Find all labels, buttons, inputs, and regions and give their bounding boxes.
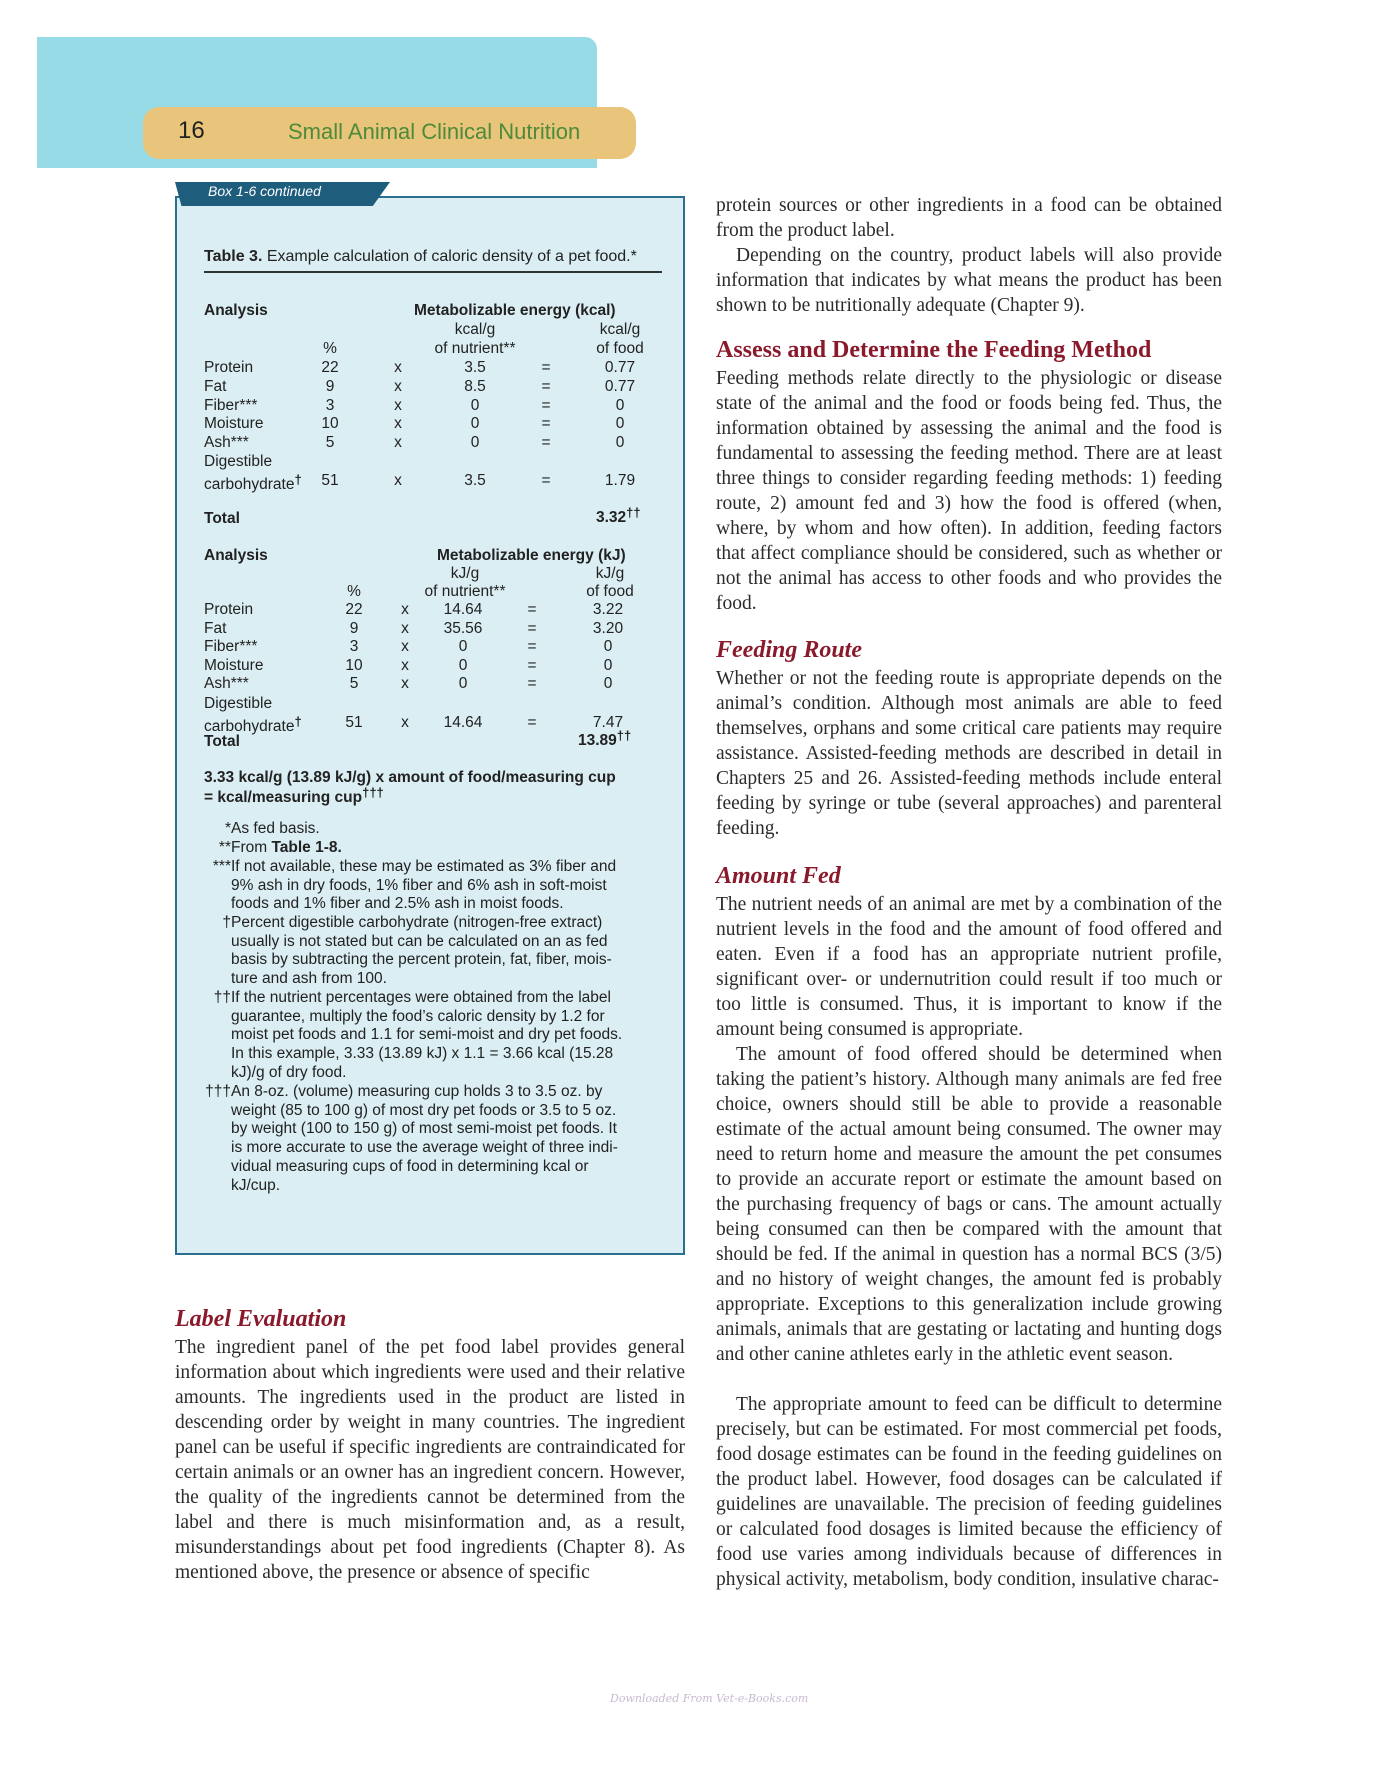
kcal-unit-nutrient-2: of nutrient** [434, 340, 516, 357]
footnote-6-mark: ††† [205, 1083, 231, 1100]
kj-carb-eq: = [527, 714, 537, 731]
kj-row-x: x [401, 601, 409, 618]
kcal-row-x: x [394, 396, 402, 414]
kcal-row-x: x [394, 415, 402, 433]
kj-row-eq: = [527, 638, 537, 656]
kj-total-number: 13.89 [578, 732, 617, 749]
kj-total-label: Total [204, 733, 240, 750]
kcal-me-heading: Metabolizable energy (kcal) [414, 302, 616, 319]
kj-carb-dagger: † [294, 714, 302, 729]
kj-row-x: x [401, 638, 409, 656]
footnote-line: by weight (100 to 150 g) of most semi-moist pet foods. It [231, 1120, 617, 1138]
footnote-line: kJ/cup. [231, 1176, 281, 1194]
heading-label-evaluation: Label Evaluation [175, 1306, 347, 1332]
kj-row-result: 0 [603, 638, 613, 656]
paragraph-feeding-route: Whether or not the feeding route is appropriate depends on the animal’s condition. Although most animals are able to feed themselves, orphans and some critical care patients may require assistance. Assisted-feeding methods are described in detail in Chapters 25 and 26. Assisted-feeding methods include enteral feeding by syringe or tube (several approaches) and parenteral feeding. [716, 668, 1222, 839]
formula-line-1: 3.33 kcal/g (13.89 kJ/g) x amount of food/measuring cup [204, 769, 616, 786]
paragraph-product-label: protein sources or other ingredients in a food can be obtained from the product label. [716, 195, 1222, 241]
footnote-2-text [231, 839, 342, 858]
kj-row-pct: 3 [349, 638, 359, 656]
kj-row-factor: 35.56 [443, 619, 483, 637]
kj-carb-label [204, 715, 302, 735]
kcal-row-eq: = [541, 359, 551, 376]
footnote-line: An 8-oz. (volume) measuring cup holds 3 to 3.5 oz. by [231, 1083, 603, 1100]
kj-unit-nutrient-2: of nutrient** [424, 583, 506, 600]
footnote-5-mark: †† [213, 989, 231, 1006]
kcal-row-result: 0 [615, 396, 625, 414]
formula-line-2-text: = kcal/measuring cup [204, 789, 363, 806]
kcal-row-pct: 9 [325, 377, 335, 395]
footnote-line: ture and ash from 100. [231, 970, 387, 988]
kcal-unit-nutrient-1: kcal/g [454, 321, 496, 338]
footnote-line: weight (85 to 100 g) of most dry pet foods or 3.5 to 5 oz. [231, 1101, 617, 1119]
kcal-carb-label [204, 473, 302, 493]
kcal-pct-heading: % [323, 340, 337, 357]
kj-unit-food-2: of food [586, 583, 634, 600]
heading-feeding-method: Assess and Determine the Feeding Method [716, 337, 1152, 363]
footnote-line: kJ)/g of dry food. [231, 1063, 347, 1081]
box-tab-label: Box 1-6 continued [208, 183, 321, 199]
kcal-carb-factor: 3.5 [464, 472, 486, 489]
kj-row-x: x [401, 675, 409, 693]
footnote-line: moist pet foods and 1.1 for semi-moist and dry pet foods. [231, 1026, 623, 1044]
kj-row-factor: 0 [458, 638, 468, 656]
paragraph-amount-fed-1: The nutrient needs of an animal are met by a combination of the nutrient levels in the food and the amount of food offered and eaten. Even if a food has an appropriate nutrient profile, significant over- or undernutrition could result if too much or too little is consumed. Thus, it is important to know if the amount being consumed is appropriate. [716, 894, 1222, 1040]
kcal-row-x: x [394, 434, 402, 452]
footnote-3-mark: *** [212, 858, 231, 875]
kcal-row-eq: = [541, 377, 551, 395]
kcal-row-pct: 3 [325, 396, 335, 414]
footnote-2-mark: ** [218, 839, 231, 856]
kj-row-x: x [401, 656, 409, 674]
kcal-row-eq: = [541, 434, 551, 452]
footnote-line: guarantee, multiply the food’s caloric density by 1.2 for [231, 1007, 605, 1025]
kcal-row-factor: 8.5 [464, 377, 486, 395]
kcal-analysis-heading: Analysis [204, 302, 268, 319]
footnote-line: vidual measuring cups of food in determining kcal or [231, 1157, 589, 1175]
kj-carb-factor: 14.64 [443, 714, 483, 731]
kcal-row-name: Protein [204, 359, 254, 376]
kcal-row-x: x [394, 377, 402, 395]
kcal-carb-x: x [394, 472, 402, 489]
footnote-2-pre: From [231, 839, 272, 856]
kcal-carb-name: carbohydrate [204, 476, 295, 493]
kcal-total-daggers: †† [626, 505, 641, 520]
kj-carb-pct: 51 [345, 714, 363, 731]
kj-total-value [578, 729, 631, 749]
footnote-line: Percent digestible carbohydrate (nitrogen-free extract) [231, 914, 603, 931]
kj-row-result: 3.22 [592, 601, 624, 618]
footnote-1-mark: * [224, 820, 231, 837]
footnote-line: basis by subtracting the percent protein, fat, fiber, mois- [231, 951, 612, 969]
kcal-row-name: Moisture [204, 415, 264, 433]
kj-row-result: 3.20 [592, 619, 624, 637]
kj-row-pct: 9 [349, 619, 359, 637]
kcal-carb-eq: = [541, 472, 551, 489]
kcal-total-label: Total [204, 510, 240, 527]
footnote-line: usually is not stated but can be calculated on an as fed [231, 932, 608, 950]
paragraph-feeding-method: Feeding methods relate directly to the physiologic or disease state of the animal and the food or foods being fed. Thus, the information obtained by assessing the animal and the food is fundamental to assessing the feeding method. There are at least three things to consider regarding feeding methods: 1) feeding route, 2) amount fed and 3) how the food is offered (when, where, by whom and how often). In addition, feeding factors that affect compliance should be considered, such as whether or not the animal has access to other foods and who provides the food. [716, 368, 1222, 614]
formula-daggers: ††† [362, 785, 384, 800]
footnote-line: In this example, 3.33 (13.89 kJ) x 1.1 = 3.66 kcal (15.28 [231, 1045, 614, 1063]
paragraph-amount-fed-3: The appropriate amount to feed can be difficult to determine precisely, but can be estimated. For most commercial pet foods, food dosage estimates can be found in the feeding guidelines on the product label. However, food dosages can be calculated if guidelines are unavailable. The precision of feeding guidelines or calculated food dosages is limited because the efficiency of food use varies among individuals because of differences in physical activity, metabolism, body condition, insulative charac- [716, 1394, 1222, 1590]
table-title [204, 249, 637, 265]
kj-me-heading: Metabolizable energy (kJ) [437, 547, 626, 564]
kcal-row-eq: = [541, 415, 551, 433]
kcal-total-number: 3.32 [596, 509, 627, 526]
download-watermark: Downloaded From Vet-e-Books.com [610, 1692, 809, 1705]
footnote-2-ref: Table 1-8. [271, 839, 342, 856]
kcal-total-value [596, 506, 641, 526]
paragraph-amount-fed-2: The amount of food offered should be determined when taking the patient’s history. Although many animals are fed free choice, owners should still be able to provide a reasonable estimate of the actual amount being consumed. The owner may need to return home and measure the amount the pet consumes to provide an accurate report or estimate the amount based on the purchasing frequency of bags or cans. The amount actually being consumed can then be compared with the amount that should be fed. If the animal in question has a normal BCS (3/5) and no history of weight changes, the amount fed is probably appropriate. Exceptions to this generalization include growing animals, animals that are gestating or lactating and hunting dogs and other canine athletes early in the athletic event season. [716, 1044, 1222, 1365]
kj-row-pct: 10 [345, 656, 363, 674]
paragraph-nutritional-adequacy: Depending on the country, product labels will also provide information that indicates by what means the product has been shown to be nutritionally adequate (Chapter 9). [716, 245, 1222, 316]
table-title-text: Example calculation of caloric density of a pet food.* [262, 248, 637, 265]
heading-amount-fed: Amount Fed [716, 863, 841, 889]
kj-row-result: 0 [603, 656, 613, 674]
kcal-carb-dagger: † [294, 472, 302, 487]
kcal-row-result: 0 [615, 434, 625, 452]
kj-row-factor: 14.64 [443, 601, 483, 618]
footnote-line: 9% ash in dry foods, 1% fiber and 6% ash in soft-moist [231, 876, 607, 894]
kcal-carb-result: 1.79 [604, 472, 636, 489]
kcal-row-factor: 0 [470, 396, 480, 414]
kcal-row-factor: 0 [470, 415, 480, 433]
kj-row-eq: = [527, 619, 537, 637]
kcal-carb-pct: 51 [321, 472, 339, 489]
table-title-rule [204, 271, 662, 273]
footnote-6-text [231, 1083, 618, 1195]
kj-digestible-label: Digestible [204, 695, 273, 712]
kj-row-eq: = [527, 601, 537, 618]
footnote-line: If not available, these may be estimated as 3% fiber and [231, 858, 617, 875]
kj-row-name: Fat [204, 619, 227, 637]
kcal-row-result: 0 [615, 415, 625, 433]
kj-unit-nutrient-1: kJ/g [450, 565, 480, 582]
table-title-number: Table 3. [204, 248, 263, 265]
kcal-row-pct: 5 [325, 434, 335, 452]
footnote-4-text [231, 914, 612, 989]
kcal-row-factor: 0 [470, 434, 480, 452]
kcal-digestible-label: Digestible [204, 453, 273, 470]
kj-row-eq: = [527, 656, 537, 674]
kj-row-pct: 22 [345, 601, 363, 618]
kcal-row-result: 0.77 [604, 359, 636, 376]
kcal-row-result: 0.77 [604, 377, 636, 395]
kcal-row-factor: 3.5 [464, 359, 486, 376]
kj-pct-heading: % [347, 583, 361, 600]
kj-carb-result: 7.47 [592, 714, 624, 731]
footnote-5-text [231, 989, 622, 1083]
kj-row-pct: 5 [349, 675, 359, 693]
kj-analysis-heading: Analysis [204, 547, 268, 564]
kj-carb-x: x [401, 714, 409, 731]
kcal-row-eq: = [541, 396, 551, 414]
kj-carb-name: carbohydrate [204, 718, 295, 735]
kj-row-name: Moisture [204, 656, 264, 674]
page-number: 16 [178, 117, 205, 144]
footnote-4-mark: † [222, 914, 231, 931]
book-title: Small Animal Clinical Nutrition [288, 119, 581, 144]
kj-total-daggers: †† [616, 728, 632, 743]
kj-row-eq: = [527, 675, 537, 693]
footnote-line: is more accurate to use the average weight of three indi- [231, 1139, 618, 1157]
footnote-line: If the nutrient percentages were obtained from the label [231, 989, 611, 1006]
kj-row-factor: 0 [458, 675, 468, 693]
kcal-unit-food-2: of food [596, 340, 644, 357]
kj-row-x: x [401, 619, 409, 637]
kj-row-name: Protein [204, 601, 254, 618]
kcal-unit-food-1: kcal/g [599, 321, 641, 338]
footnote-line: foods and 1% fiber and 2.5% ash in moist foods. [231, 895, 564, 913]
formula-line-2 [204, 786, 384, 806]
kcal-row-x: x [394, 359, 402, 376]
heading-feeding-route: Feeding Route [716, 637, 863, 663]
footnote-3-text [231, 858, 616, 914]
kj-row-name: Fiber*** [204, 638, 258, 656]
kcal-row-name: Fiber*** [204, 396, 258, 414]
kcal-row-name: Fat [204, 377, 227, 395]
paragraph-label-evaluation: The ingredient panel of the pet food label provides general information about which ingredients were used and their relative amounts. The ingredients used in the product are listed in descending order by weight in many countries. The ingredient panel can be useful if specific ingredients are contraindicated for certain animals or an owner has an ingredient concern. However, the quality of the ingredients cannot be determined from the label and there is much misinformation and, as a result, misunderstandings about pet food ingredients (Chapter 8). As mentioned above, the presence or absence of specific [175, 1337, 685, 1583]
kcal-row-pct: 22 [321, 359, 339, 376]
kj-unit-food-1: kJ/g [595, 565, 625, 582]
kj-row-factor: 0 [458, 656, 468, 674]
footnote-1-text: As fed basis. [231, 820, 320, 837]
kj-row-name: Ash*** [204, 675, 249, 693]
kcal-row-pct: 10 [321, 415, 339, 433]
kj-row-result: 0 [603, 675, 613, 693]
kcal-row-name: Ash*** [204, 434, 249, 452]
